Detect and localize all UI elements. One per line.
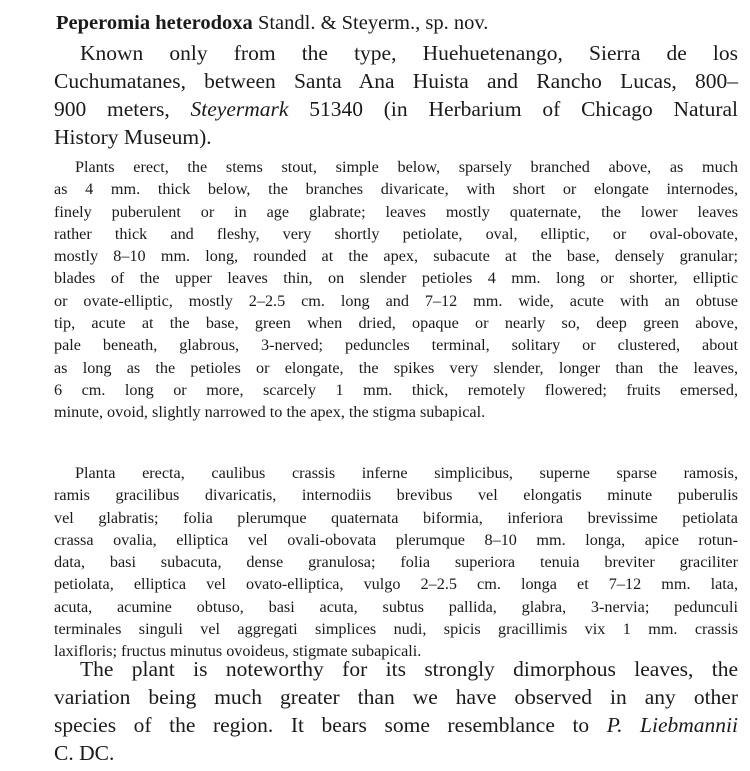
- note-line-4: C. DC.: [54, 741, 115, 765]
- latin-line-9: laxifloris; fructus minutus ovoideus, stigmate subapicali.: [54, 642, 422, 661]
- remarks-paragraph: [54, 655, 738, 767]
- species-name: Peperomia heterodoxa: [56, 12, 253, 34]
- latin-line-8: terminales singuli vel aggregati simplices nudi, spicis gracillimis vix 1 mm. crassis: [54, 620, 738, 639]
- locality-line-3: [54, 95, 738, 123]
- latin-line-3: vel glabratis; folia plerumque quaternata biformia, inferiora brevissime petiolata: [54, 508, 738, 527]
- comparison-species: P. Liebmannii: [606, 713, 738, 737]
- english-line-3: finely puberulent or in age glabrate; leaves mostly quaternate, the lower leaves: [54, 202, 738, 221]
- locality-line-4: History Museum).: [54, 125, 212, 149]
- english-line-2: as 4 mm. thick below, the branches divaricate, with short or elongate internodes,: [54, 180, 738, 199]
- locality-line-3-rest: 51340 (in Herbarium of Chicago Natural: [288, 97, 738, 121]
- type-locality-paragraph: [54, 39, 738, 151]
- english-line-8: tip, acute at the base, green when dried, opaque or nearly so, deep green above,: [54, 314, 738, 333]
- note-line-3: [54, 711, 738, 739]
- english-line-6: blades of the upper leaves thin, on slender petioles 4 mm. long or shorter, elliptic: [54, 269, 738, 288]
- latin-line-2: ramis gracilibus divaricatis, internodiis brevibus vel elongatis minute puberulis: [54, 486, 738, 505]
- latin-line-5: data, basi subacuta, dense granulosa; folia superiora tenuia breviter graciliter: [54, 553, 738, 572]
- locality-line-3-start: 900 meters,: [54, 97, 191, 121]
- locality-line-1: Known only from the type, Huehuetenango, Sierra de los: [80, 41, 738, 65]
- latin-line-7: acuta, acumine obtuso, basi acuta, subtus pallida, glabra, 3-nervia; pedunculi: [54, 597, 738, 616]
- english-line-4: rather thick and fleshy, very shortly petiolate, oval, elliptic, or oval-obovate,: [54, 224, 738, 243]
- latin-description-paragraph: [54, 462, 738, 663]
- latin-line-6: petiolata, elliptica vel ovato-elliptica, vulgo 2–2.5 cm. longa et 7–12 mm. lata,: [54, 575, 738, 594]
- locality-line-2: Cuchumatanes, between Santa Ana Huista and Rancho Lucas, 800–: [54, 69, 738, 93]
- english-line-5: mostly 8–10 mm. long, rounded at the apex, subacute at the base, densely granular;: [54, 247, 738, 266]
- collector-name: Steyermark: [190, 97, 289, 121]
- species-heading: [56, 10, 488, 36]
- note-line-1: The plant is noteworthy for its strongly dimorphous leaves, the: [80, 657, 738, 681]
- note-line-3-start: species of the region. It bears some resemblance to: [54, 713, 607, 737]
- english-line-9: pale beneath, glabrous, 3-nerved; peduncles terminal, solitary or clustered, about: [54, 336, 738, 355]
- note-line-2: variation being much greater than we have observed in any other: [54, 685, 738, 709]
- english-line-7: or ovate-elliptic, mostly 2–2.5 cm. long and 7–12 mm. wide, acute with an obtuse: [54, 291, 738, 310]
- english-description-paragraph: [54, 156, 738, 424]
- english-line-1: Plants erect, the stems stout, simple below, sparsely branched above, as much: [75, 158, 738, 176]
- latin-line-1: Planta erecta, caulibus crassis inferne simplicibus, superne sparse ramosis,: [75, 464, 738, 482]
- english-line-12: minute, ovoid, slightly narrowed to the apex, the stigma subapical.: [54, 403, 486, 422]
- english-line-11: 6 cm. long or more, scarcely 1 mm. thick, remotely flowered; fruits emersed,: [54, 380, 738, 399]
- species-authority: Standl. & Steyerm., sp. nov.: [252, 12, 489, 34]
- latin-line-4: crassa ovalia, elliptica vel ovali-obovata plerumque 8–10 mm. longa, apice rotun-: [54, 530, 738, 549]
- english-line-10: as long as the petioles or elongate, the spikes very slender, longer than the leaves,: [54, 358, 738, 377]
